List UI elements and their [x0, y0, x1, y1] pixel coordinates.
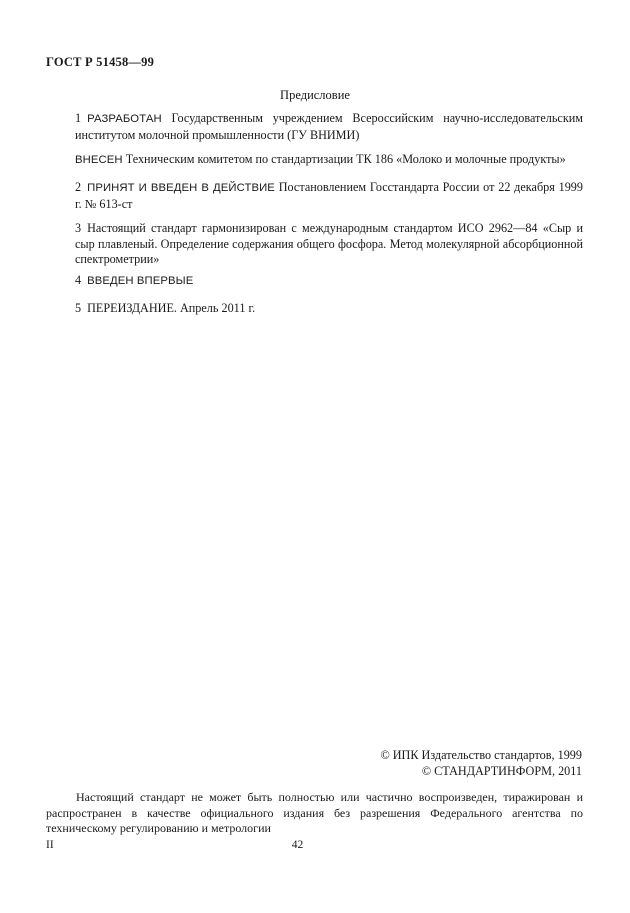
item-lead: РАЗРАБОТАН [87, 113, 162, 125]
item-lead: ПЕРЕИЗДАНИЕ. [87, 301, 177, 315]
roman-page-number: II [46, 839, 54, 851]
item-lead: ВВЕДЕН ВПЕРВЫЕ [87, 275, 194, 287]
item-lead: ВНЕСЕН [75, 154, 123, 166]
foreword-item-3 [75, 221, 583, 268]
foreword-item-submitted [75, 152, 583, 169]
page-number: 42 [291, 839, 304, 851]
copyright-standartinform: © СТАНДАРТИНФОРМ, 2011 [421, 764, 582, 778]
item-text: Постановлением Госстандарта России от 22 декабря 1999 г. № 613-ст [75, 180, 583, 211]
reproduction-notice: Настоящий стандарт не может быть полностью или частично воспроизведен, тиражирован и распространен в качестве официального издания без разрешения Федерального агентства по техническому регулированию и метрологии [46, 790, 583, 835]
item-text: Апрель 2011 г. [179, 301, 256, 315]
item-number: 4 [75, 273, 82, 287]
foreword-item-4 [75, 273, 583, 290]
item-lead: ПРИНЯТ И ВВЕДЕН В ДЕЙСТВИЕ [87, 182, 275, 194]
item-text: Техническим комитетом по стандартизации ТК 186 «Молоко и молочные продукты» [125, 152, 566, 166]
copyright-publisher: © ИПК Издательство стандартов, 1999 [380, 748, 582, 762]
item-text: Настоящий стандарт гармонизирован с международным стандартом ИСО 2962—84 «Сыр и сыр плавленый. Определение содержания общего фосфора. Метод молекулярной абсорбционной спектрометрии» [75, 221, 583, 266]
foreword-item-2 [75, 180, 583, 212]
item-text: Государственным учреждением Всероссийским научно-исследовательским институтом молочной промышленности (ГУ ВНИМИ) [75, 111, 583, 142]
item-number: 3 [75, 221, 82, 235]
foreword-item-1 [75, 111, 583, 143]
item-number: 5 [75, 301, 82, 315]
item-number: 1 [75, 111, 82, 125]
foreword-item-5 [75, 301, 583, 317]
page-title: Предисловие [280, 88, 350, 102]
doc-code-header: ГОСТ Р 51458—99 [46, 55, 155, 69]
item-number: 2 [75, 180, 82, 194]
